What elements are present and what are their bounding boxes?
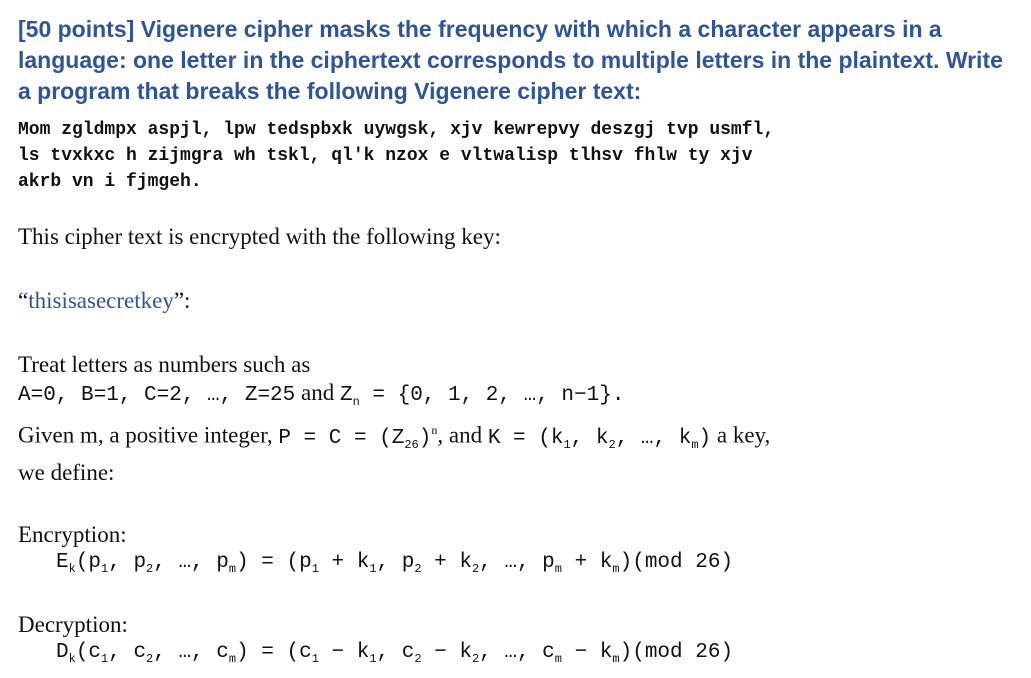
decryption-label: Decryption:	[18, 612, 128, 638]
letters-mapping: A=0, B=1, C=2, …, Z=25	[18, 384, 296, 407]
encryption-label: Encryption:	[18, 522, 127, 548]
decryption-formula: $D_k(c_1$, $c_2$, …, $c_m) = (c_1 - k_1$, $c_2 - k_2$, …, $c_m - k_m)(mod$ 26)	[56, 641, 734, 667]
key-intro: This cipher text is encrypted with the following key:	[18, 224, 501, 249]
key-line	[18, 287, 1018, 315]
key-value: thisisasecretkey	[28, 288, 174, 313]
ciphertext-block: Mom zgldmpx aspjl, lpw tedspbxk uywgsk, xjv kewrepvy deszgj tvp usmfl, ls tvxkxc h zijmgra wh tskl, ql'k nzox e vltwalisp tlhsv fhlw ty xjv akrb vn i fjmgeh.	[18, 120, 775, 192]
zn-set: $Z_n = \{0$, 1, 2, …, n−1}.	[339, 384, 625, 410]
key-open-quote: “	[18, 288, 29, 313]
key-close: ”:	[173, 288, 191, 313]
key-definition: $K = (k_1$, $k_2$, …, $k_m$)	[487, 426, 712, 453]
document-page	[18, 14, 1018, 673]
problem-heading: [50 points] Vigenere cipher masks the frequency with which a character appears in a language: one letter in the ciphertext corresponds to multiple letters in the plaintext. Write a program that breaks the following Vigenere cipher text:	[18, 16, 1003, 104]
encryption-formula: $E_k(p_1$, $p_2$, …, $p_m) = (p_1 + k_1$, $p_2 + k_2$, …, $p_m + k_m)(mod$ 26)	[56, 551, 734, 577]
pc-definition: $P = C = (Z_{26})$	[278, 426, 432, 453]
treat-line-4: we define:	[18, 460, 115, 486]
treat-line-1: Treat letters as numbers such as	[18, 352, 311, 377]
treat-line-2	[18, 379, 1018, 416]
and-text: and	[295, 380, 340, 405]
treat-line-3: Given m, a positive integer, $P = C = (Z_{26})^n$, and $K = (k_1$, $k_2$, …, $k_m$) a key,	[18, 422, 771, 453]
